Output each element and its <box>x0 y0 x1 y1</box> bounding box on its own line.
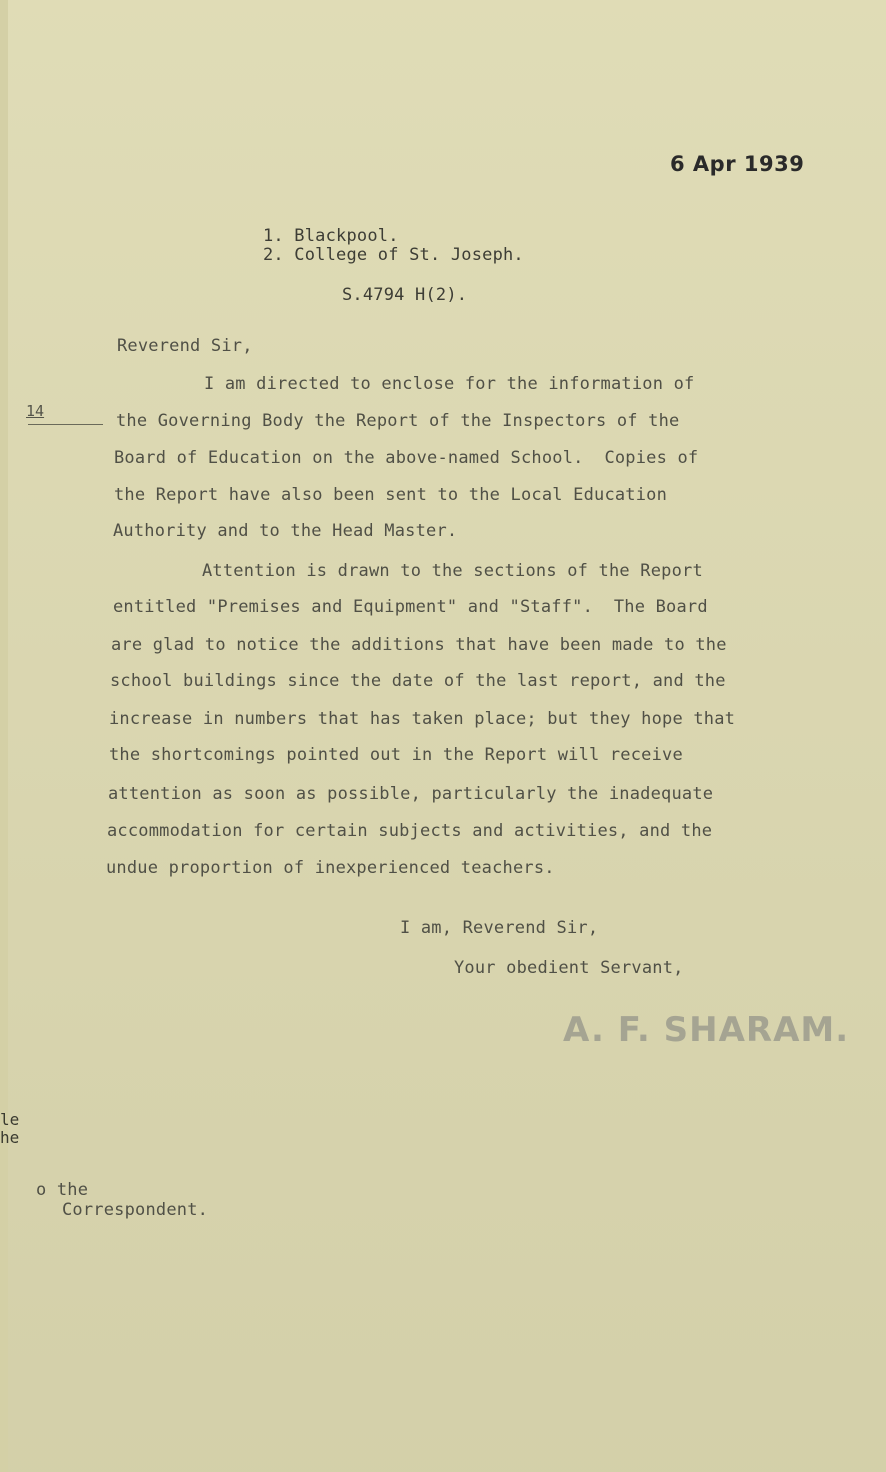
paragraph-line: increase in numbers that has taken place; but they hope that <box>109 709 736 729</box>
paragraph-line: attention as soon as possible, particularly the inadequate <box>108 784 714 804</box>
paragraph-line: entitled "Premises and Equipment" and "Staff". The Board <box>113 597 708 617</box>
addressee-line-2: Correspondent. <box>62 1200 209 1220</box>
heading-line-1: 1. Blackpool. <box>263 226 399 246</box>
margin-fragment-1: le <box>0 1110 20 1129</box>
margin-rule <box>28 424 103 425</box>
closing-line-1: I am, Reverend Sir, <box>400 918 599 938</box>
paragraph-line: undue proportion of inexperienced teachers. <box>106 858 555 878</box>
date-stamp: 6 Apr 1939 <box>670 152 805 176</box>
paragraph-line: Attention is drawn to the sections of the Report <box>202 561 703 581</box>
salutation: Reverend Sir, <box>117 336 253 356</box>
paragraph-line: the Report have also been sent to the Local Education <box>114 485 668 505</box>
reference-number: S.4794 H(2). <box>342 285 468 305</box>
addressee-line-1: o the <box>36 1180 89 1200</box>
letter-page <box>8 0 886 1472</box>
paragraph-line: are glad to notice the additions that have been made to the <box>111 635 727 655</box>
closing-line-2: Your obedient Servant, <box>454 958 684 978</box>
paragraph-line: school buildings since the date of the last report, and the <box>110 671 726 691</box>
paragraph-line: I am directed to enclose for the information of <box>204 374 695 394</box>
signature-stamp: A. F. SHARAM. <box>563 1010 850 1050</box>
paragraph-line: Board of Education on the above-named School. Copies of <box>114 448 699 468</box>
heading-line-2: 2. College of St. Joseph. <box>263 245 524 265</box>
paragraph-line: accommodation for certain subjects and activities, and the <box>107 821 713 841</box>
paragraph-line: Authority and to the Head Master. <box>113 521 458 541</box>
paragraph-line: the Governing Body the Report of the Inspectors of the <box>116 411 680 431</box>
margin-number: 14 <box>26 402 45 420</box>
margin-fragment-2: he <box>0 1128 20 1147</box>
paragraph-line: the shortcomings pointed out in the Report will receive <box>109 745 683 765</box>
